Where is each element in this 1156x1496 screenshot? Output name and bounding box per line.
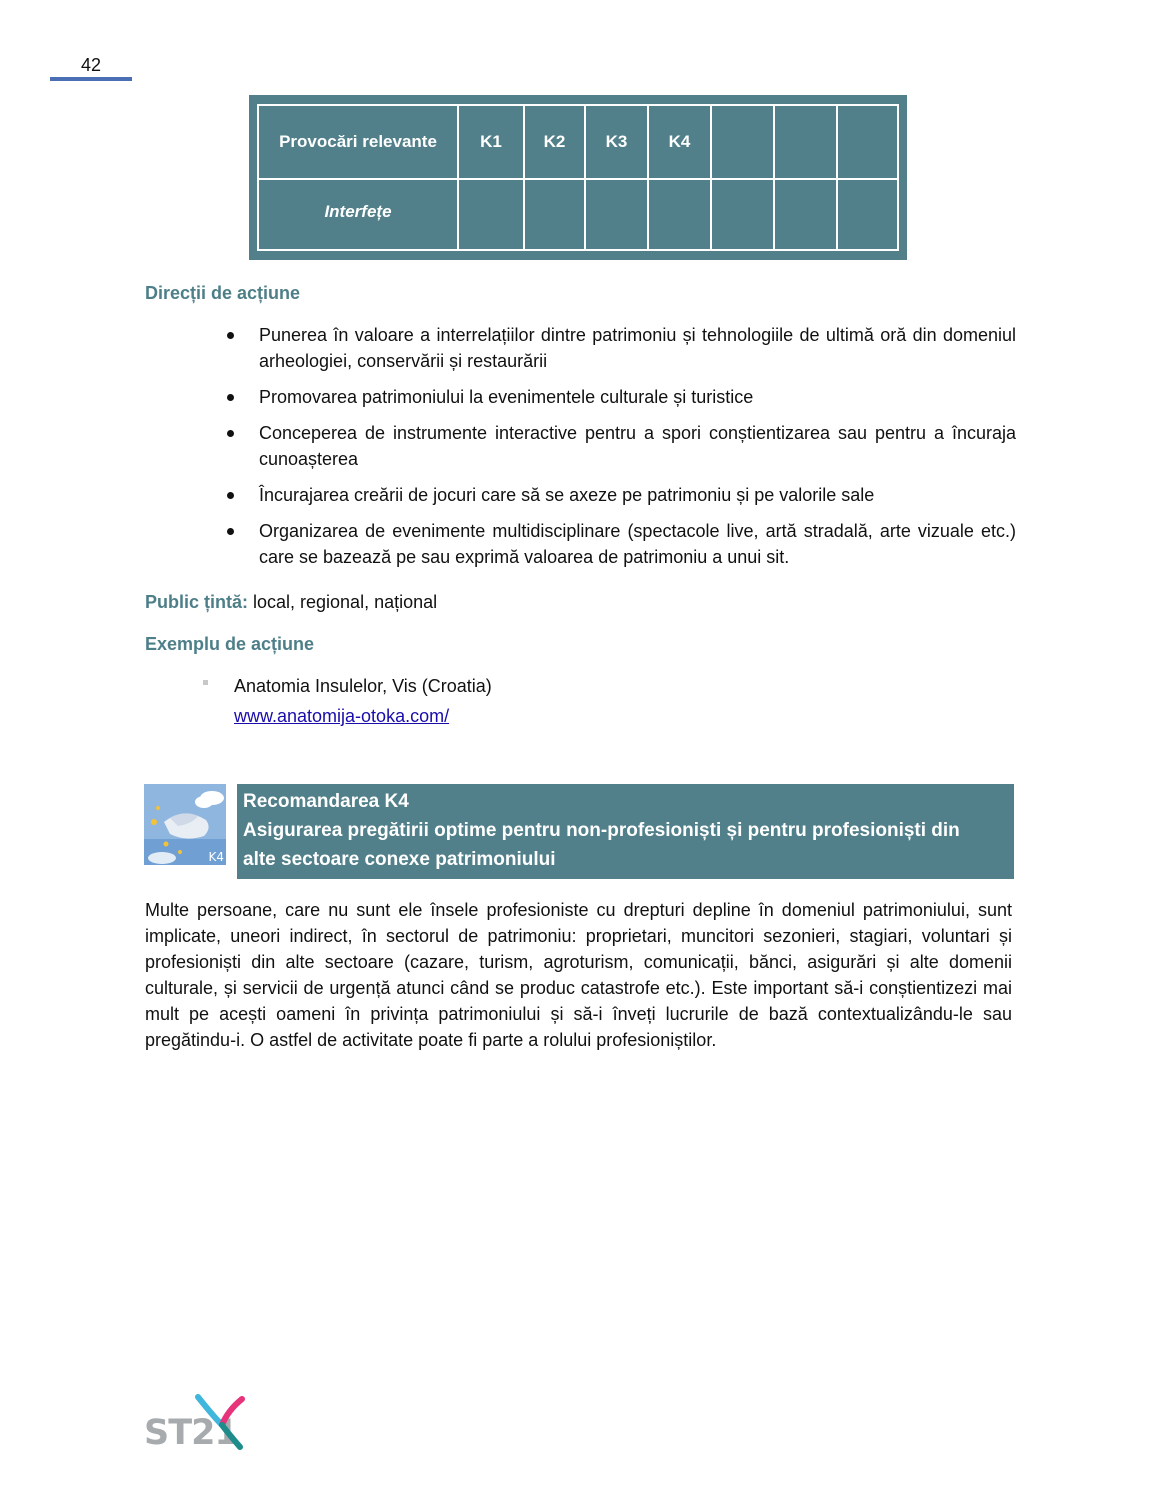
recommendation-line-2: alte sectoare conexe patrimoniului: [243, 849, 556, 870]
example-title: Anatomia Insulelor, Vis (Croatia): [234, 676, 492, 696]
recommendation-title: Recomandarea K4: [243, 791, 409, 812]
body-paragraph: Multe persoane, care nu sunt ele însele profesioniste cu drepturi depline în domeniul patrimoniului, sunt implicate, uneori indirect, în sectorul de patrimoniu: proprietari, muncitori sezonieri, stagiari, voluntari și profesioniști din alte sectoare (cazare, turism, agroturism, comunicații, bănci, asigurări și alte domenii culturale, și servicii de urgență atunci când se produc catastrofe etc.). Este important să-i conștientizezi mai mult pe acești oameni în privința patrimoniului și să-i înveți lucrurile de bază contextualizându-le sau pregătindu-i. O astfel de activitate poate fi parte a rolului profesioniștilor.: [145, 900, 1012, 1050]
target-public: [145, 592, 437, 613]
list-item: Încurajarea creării de jocuri care să se axeze pe patrimoniu și pe valorile sale: [226, 482, 1016, 508]
recommendation-illustration: [144, 784, 226, 865]
list-item: Punerea în valoare a interrelațiilor dintre patrimoniu și tehnologiile de ultimă oră din domeniul arheologiei, conservării și restaurării: [226, 322, 1016, 374]
recommendation-box: [237, 784, 1014, 879]
table-row-label: Interfețe: [324, 201, 392, 221]
list-item: Conceperea de instrumente interactive pentru a spori conștientizarea sau pentru a încuraja cunoașterea: [226, 420, 1016, 472]
list-item: Organizarea de evenimente multidisciplinare (spectacole live, artă stradală, arte vizuale etc.) care se bazează pe sau exprimă valoarea de patrimoniu a unui sit.: [226, 518, 1016, 570]
st21-mark-icon: [144, 1393, 254, 1453]
table-col-k2: K2: [543, 132, 566, 151]
recommendation-badge: K4: [208, 850, 224, 864]
challenges-table-frame: [257, 104, 899, 251]
example-link[interactable]: www.anatomija-otoka.com/: [234, 706, 450, 726]
list-item: Promovarea patrimoniului la evenimentele culturale și turistice: [226, 384, 1016, 410]
table-col-k4: K4: [668, 132, 691, 151]
bullet-icon: [227, 394, 234, 401]
challenges-table: [249, 95, 907, 260]
example-item: [203, 671, 492, 731]
table-col-k3: K3: [605, 132, 628, 151]
target-public-label: Public țintă:: [145, 592, 248, 612]
logo-text: ST21: [144, 1413, 238, 1453]
directions-list: [226, 322, 1016, 580]
page-number-underline: [50, 77, 132, 81]
table-header-label: Provocări relevante: [279, 132, 437, 151]
st21-logo: [144, 1393, 254, 1453]
target-public-value: local, regional, național: [248, 592, 438, 612]
recommendation-line-1: Asigurarea pregătirii optime pentru non-profesioniști și pentru profesioniști din: [243, 820, 960, 841]
bullet-icon: [227, 492, 234, 499]
bullet-icon: [227, 528, 234, 535]
square-bullet-icon: [203, 680, 208, 685]
directions-heading: Direcții de acțiune: [145, 283, 301, 303]
table-col-k1: K1: [480, 132, 502, 151]
bullet-icon: [227, 332, 234, 339]
example-heading: Exemplu de acțiune: [145, 634, 315, 654]
page-number: 42: [81, 55, 102, 75]
bullet-icon: [227, 430, 234, 437]
